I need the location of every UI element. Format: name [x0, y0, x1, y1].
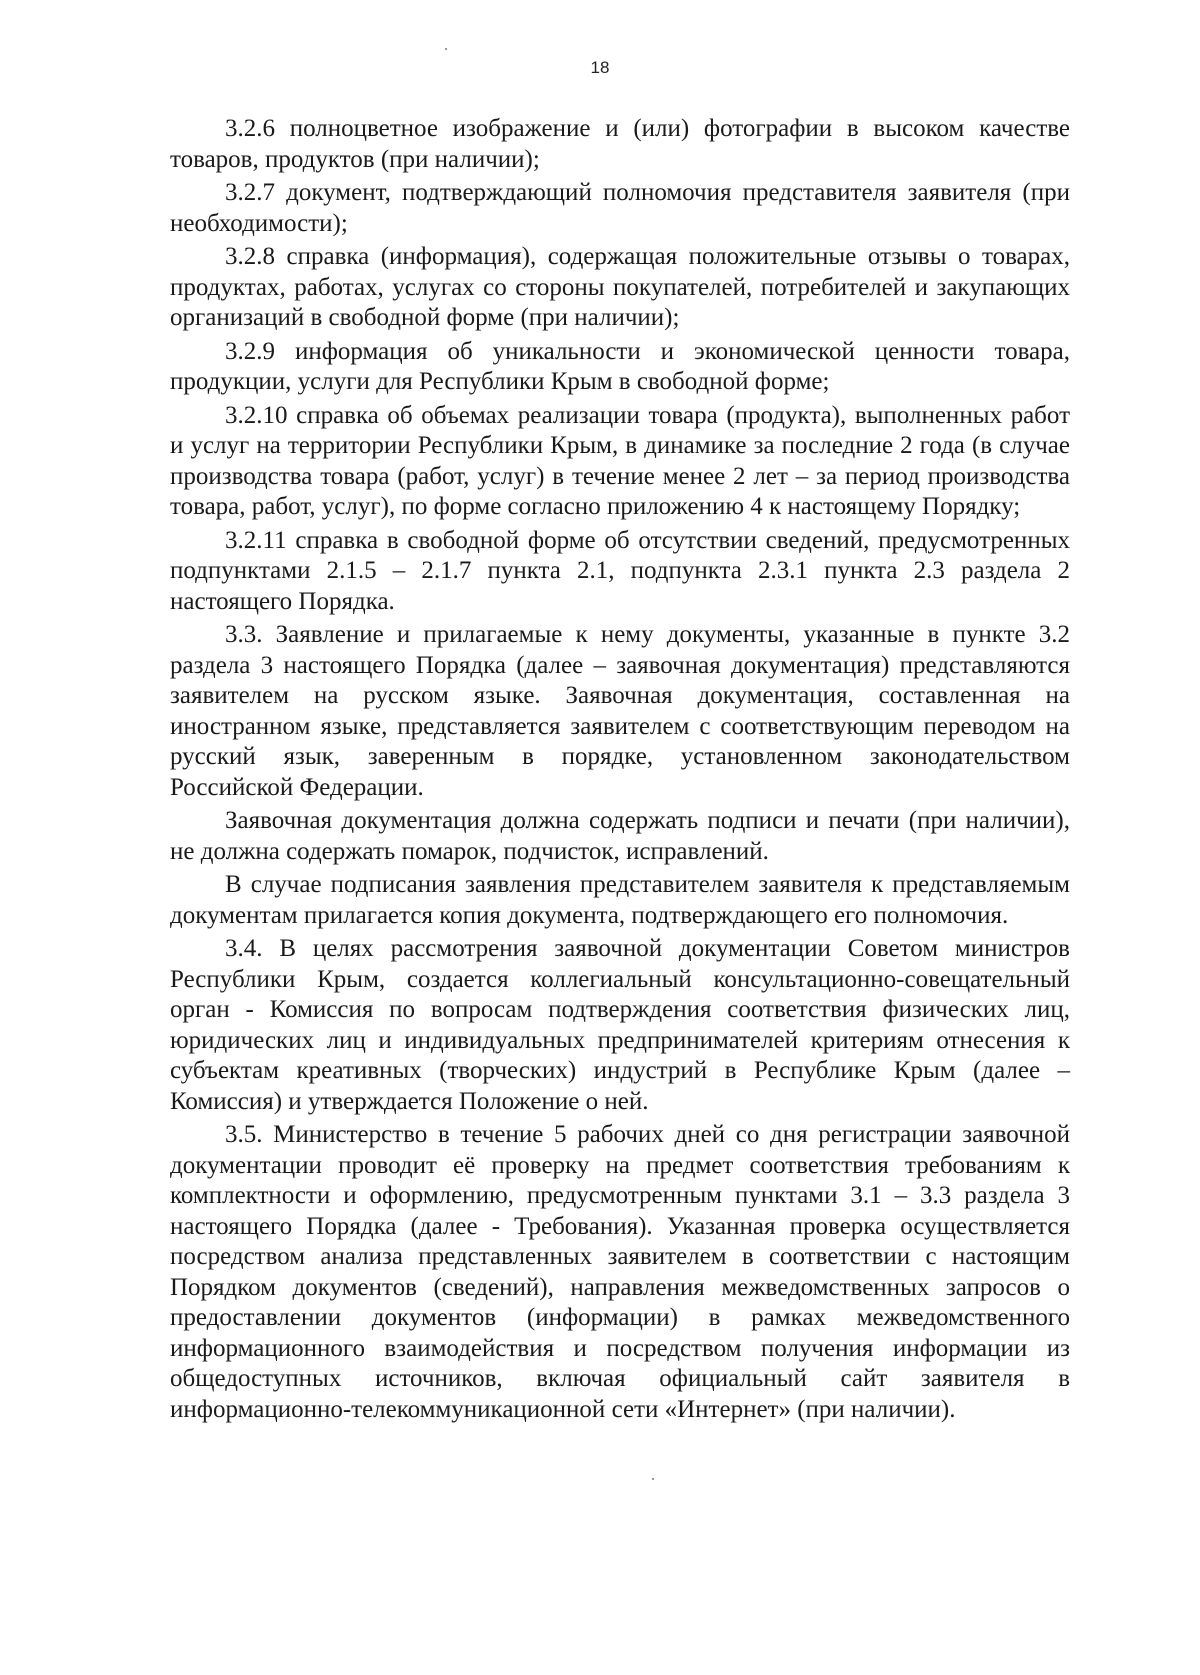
- paragraph-3-2-9: 3.2.9 информация об уникальности и экономической ценности товара, продукции, услуги для Республики Крым в свободной форме;: [170, 337, 1070, 395]
- paragraph-representative: В случае подписания заявления представителем заявителя к представляемым документам прилагается копия документа, подтверждающего его полномочия.: [170, 871, 1070, 929]
- scan-speck: [652, 1478, 654, 1480]
- paragraph-3-5: 3.5. Министерство в течение 5 рабочих дней со дня регистрации заявочной документации проводит её проверку на предмет соответствия требованиям к комплектности и оформлению, предусмотренным пунктами 3.1 – 3.3 раздела 3 настоящего Порядка (далее - Требования). Указанная проверка осуществляется посредством анализа представленных заявителем в соответствии с настоящим Порядком документов (сведений), направления межведомственных запросов о предоставлении документов (информации) в рамках межведомственного информационного взаимодействия и посредством получения информации из общедоступных источников, включая официальный сайт заявителя в информационно-телекоммуникационной сети «Интернет» (при наличии).: [170, 1121, 1070, 1423]
- paragraph-3-2-8: 3.2.8 справка (информация), содержащая положительные отзывы о товарах, продуктах, работах, услугах со стороны покупателей, потребителей и закупающих организаций в свободной форме (при наличии);: [170, 243, 1070, 331]
- page-number: 18: [590, 58, 610, 77]
- paragraph-3-2-10: 3.2.10 справка об объемах реализации товара (продукта), выполненных работ и услуг на территории Республики Крым, в динамике за последние 2 года (в случае производства товара (работ, услуг) в течение менее 2 лет – за период производства товара, работ, услуг), по форме согласно приложению 4 к настоящему Порядку;: [170, 401, 1070, 520]
- paragraph-3-4: 3.4. В целях рассмотрения заявочной документации Советом министров Республики Крым, создается коллегиальный консультационно-совещательный орган - Комиссия по вопросам подтверждения соответствия физических лиц, юридических лиц и индивидуальных предпринимателей критериям отнесения к субъектам креативных (творческих) индустрий в Республике Крым (далее – Комиссия) и утверждается Положение о ней.: [170, 935, 1070, 1115]
- scan-speck: [445, 48, 447, 50]
- document-body: [170, 114, 1070, 1428]
- paragraph-signatures: Заявочная документация должна содержать подписи и печати (при наличии), не должна содержать помарок, подчисток, исправлений.: [170, 807, 1070, 865]
- paragraph-3-2-11: 3.2.11 справка в свободной форме об отсутствии сведений, предусмотренных подпунктами 2.1.5 – 2.1.7 пункта 2.1, подпункта 2.3.1 пункта 2.3 раздела 2 настоящего Порядка.: [170, 526, 1070, 615]
- paragraph-3-2-7: 3.2.7 документ, подтверждающий полномочия представителя заявителя (при необходимости);: [170, 179, 1070, 237]
- paragraph-3-3: 3.3. Заявление и прилагаемые к нему документы, указанные в пункте 3.2 раздела 3 настоящего Порядка (далее – заявочная документация) представляются заявителем на русском языке. Заявочная документация, составленная на иностранном языке, представляется заявителем с соответствующим переводом на русский язык, заверенным в порядке, установленном законодательством Российской Федерации.: [170, 621, 1070, 801]
- paragraph-3-2-6: 3.2.6 полноцветное изображение и (или) фотографии в высоком качестве товаров, продуктов (при наличии);: [170, 115, 1070, 173]
